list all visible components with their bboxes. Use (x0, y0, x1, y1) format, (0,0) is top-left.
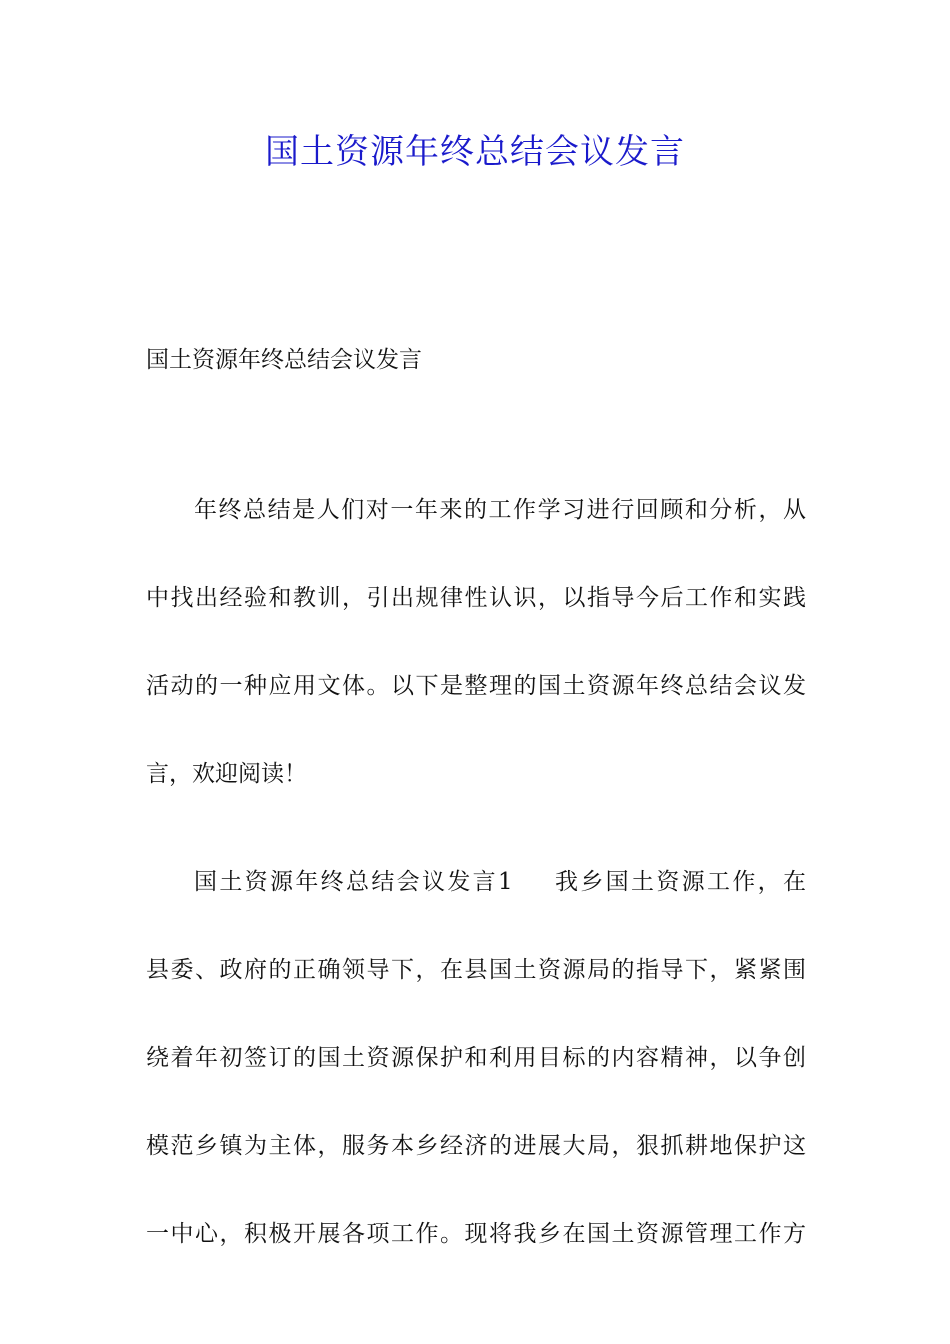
paragraph-line: 中找出经验和教训，引出规律性认识，以指导今后工作和实践 (146, 585, 806, 611)
document-title: 国土资源年终总结会议发言 (265, 132, 685, 172)
section-1-first-line (146, 862, 806, 902)
paragraph-line: 活动的一种应用文体。以下是整理的国土资源年终总结会议发 (146, 673, 806, 699)
paragraph-line: 言，欢迎阅读！ (146, 761, 307, 787)
paragraph-line: 县委、政府的正确领导下，在县国土资源局的指导下，紧紧围 (146, 957, 806, 983)
document-subheading: 国土资源年终总结会议发言 (146, 347, 422, 373)
section-1-first-line-text: 我乡国土资源工作，在 (552, 869, 807, 895)
section-1-heading: 国土资源年终总结会议发言1 (194, 869, 513, 895)
paragraph-line: 模范乡镇为主体，服务本乡经济的进展大局，狠抓耕地保护这 (146, 1133, 806, 1159)
section-1-paragraph (146, 862, 806, 1302)
paragraph-line: 绕着年初签订的国土资源保护和利用目标的内容精神，以争创 (146, 1045, 806, 1071)
paragraph-line: 年终总结是人们对一年来的工作学习进行回顾和分析，从 (194, 497, 806, 523)
intro-paragraph (146, 490, 806, 842)
paragraph-line: 一中心，积极开展各项工作。现将我乡在国土资源管理工作方 (146, 1221, 806, 1247)
